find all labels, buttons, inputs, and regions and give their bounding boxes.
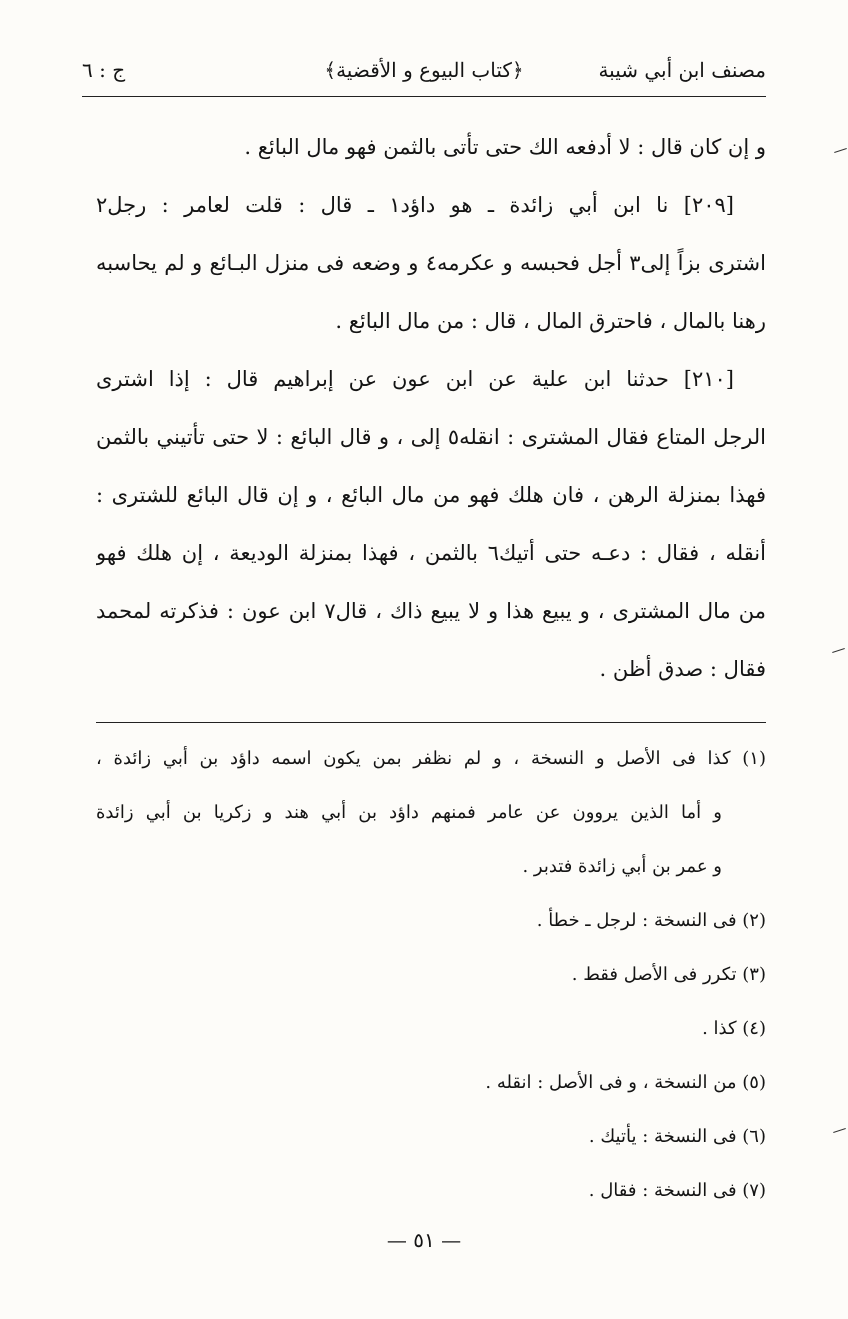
- footnote-line: (٤) كذا .: [702, 1018, 766, 1039]
- main-text: [96, 118, 766, 698]
- text-line: اشترى بزاً إلى٣ أجل فحبسه و عكرمه٤ و وضعه فى منزل البـائع و لم يحاسبه: [96, 251, 766, 275]
- footnote-line: (٣) تكرر فى الأصل فقط .: [571, 964, 766, 985]
- footnote-line: (٧) فى النسخة : فقال .: [588, 1180, 766, 1201]
- text-line: [٢١٠] حدثنا ابن علية عن ابن عون عن إبراهيم قال : إذا اشترى: [96, 367, 734, 391]
- footnote-line: و عمر بن أبي زائدة فتدبر .: [522, 856, 722, 877]
- scan-margin-mark: [833, 1126, 847, 1136]
- page-number: — ٥١ —: [386, 1228, 462, 1252]
- text-line: [٢٠٩] نا ابن أبي زائدة ـ هو داؤد١ ـ قال : قلت لعامر : رجل٢: [96, 193, 734, 217]
- text-line: رهنا بالمال ، فاحترق المال ، قال : من مال البائع .: [335, 309, 766, 333]
- footnote-line: و أما الذين يروون عن عامر فمنهم داؤد بن أبي هند و زكريا بن أبي زائدة: [96, 802, 722, 823]
- text-line: الرجل المتاع فقال المشترى : انقله٥ إلى ، و قال البائع : لا حتى تأتيني بالثمن: [96, 425, 766, 449]
- header-volume-number: ج : ٦: [82, 58, 126, 82]
- scan-margin-mark: [834, 146, 848, 156]
- text-line: فهذا بمنزلة الرهن ، فان هلك فهو من مال البائع ، و إن قال البائع للشترى :: [96, 483, 766, 507]
- text-line: من مال المشترى ، و يبيع هذا و لا يبيع ذاك ، قال٧ ابن عون : فذكرته لمحمد: [96, 599, 766, 623]
- header-chapter-title: ﴿كتاب البيوع و الأقضية﴾: [324, 58, 524, 82]
- footnote-line: (٦) فى النسخة : يأتيك .: [588, 1126, 766, 1147]
- text-line: فقال : صدق أظن .: [599, 657, 766, 681]
- scan-margin-mark: [832, 646, 846, 656]
- footnote-line: (٢) فى النسخة : لرجل ـ خطأ .: [536, 910, 766, 931]
- header-rule: [82, 96, 766, 97]
- footnote-separator: [96, 722, 766, 723]
- text-line: أنقله ، فقال : دعـه حتى أتيك٦ بالثمن ، فهذا بمنزلة الوديعة ، إن هلك فهو: [96, 541, 766, 565]
- running-header: [82, 52, 766, 92]
- header-book-title: مصنف ابن أبي شيبة: [598, 58, 766, 82]
- footnote-line: (١) كذا فى الأصل و النسخة ، و لم نظفر بمن يكون اسمه داؤد بن أبي زائدة ،: [96, 748, 766, 769]
- footnote-line: (٥) من النسخة ، و فى الأصل : انقله .: [485, 1072, 766, 1093]
- text-line: و إن كان قال : لا أدفعه الك حتى تأتى بالثمن فهو مال البائع .: [244, 135, 766, 159]
- footnotes: [96, 732, 766, 1218]
